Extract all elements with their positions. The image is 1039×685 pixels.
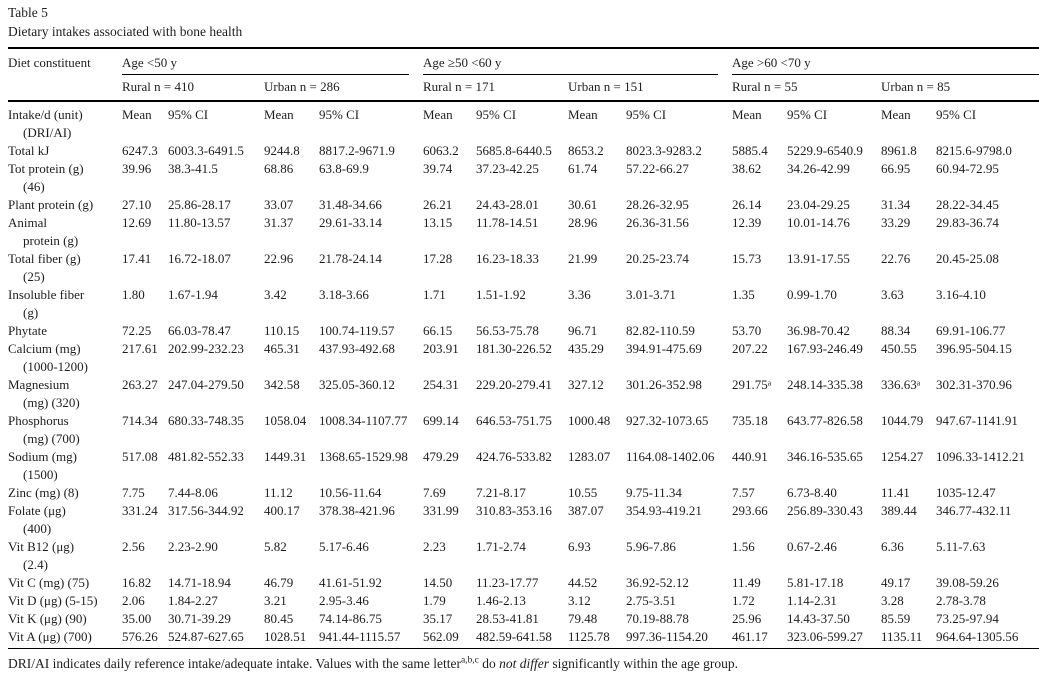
table-cell: 646.53-751.75 [476,413,552,428]
table-cell: 33.07 [264,197,294,212]
table-cell: 1058.04 [264,413,307,428]
row-label: Tot protein (g) (46) [8,161,84,194]
table-cell: 1096.33-1412.21 [936,449,1025,464]
table-cell: 1125.78 [568,628,626,649]
table-cell: 3.21 [264,593,287,608]
table-cell: 46.79 [264,575,294,590]
table-cell: 1028.51 [264,628,319,649]
table-cell: 336.63ᵃ [881,377,921,392]
table-cell: 964.64-1305.56 [936,628,1039,649]
age-group-under-50-label: Age <50 y [122,54,409,75]
table-cell: 1.67-1.94 [168,287,218,302]
table-cell: 310.83-353.16 [476,503,552,518]
table-cell: 33.29 [881,215,911,230]
table-cell: 82.82-110.59 [626,323,695,338]
table-cell: 0.67-2.46 [787,539,837,554]
table-cell: 16.23-18.33 [476,251,539,266]
table-cell: 0.99-1.70 [787,287,837,302]
table-cell: 11.80-13.57 [168,215,231,230]
table-cell: 181.30-226.52 [476,341,552,356]
age-group-under-50 [122,48,423,75]
table-row [8,322,1039,340]
table-cell: 325.05-360.12 [319,377,395,392]
table-cell: 73.25-97.94 [936,611,999,626]
intake-unit-header: Intake/d (unit) (DRI/AI) [8,107,83,140]
table-cell: 1135.11 [881,628,936,649]
table-cell: 3.18-3.66 [319,287,369,302]
table-cell: 396.95-504.15 [936,341,1012,356]
mean-header: Mean [568,107,598,122]
table-cell: 3.36 [568,287,591,302]
table-cell: 927.32-1073.65 [626,413,709,428]
table-cell: 699.14 [423,413,459,428]
table-cell: 5.81-17.18 [787,575,844,590]
table-cell: 1035-12.47 [936,485,996,500]
table-cell: 2.75-3.51 [626,593,676,608]
diet-constituent-header: Diet constituent [8,48,122,75]
table-cell: 29.83-36.74 [936,215,999,230]
table-cell: 20.25-23.74 [626,251,689,266]
table-cell: 8653.2 [568,143,604,158]
table-cell: 30.61 [568,197,598,212]
table-cell: 37.23-42.25 [476,161,539,176]
table-cell: 17.41 [122,251,152,266]
table-cell: 9.75-11.34 [626,485,682,500]
table-cell: 354.93-419.21 [626,503,702,518]
table-cell: 1.71-2.74 [476,539,526,554]
table-cell: 2.78-3.78 [936,593,986,608]
table-cell: 16.72-18.07 [168,251,231,266]
table-cell: 41.61-51.92 [319,575,382,590]
table-cell: 13.15 [423,215,453,230]
table-cell: 248.14-335.38 [787,377,863,392]
table-cell: 21.78-24.14 [319,251,382,266]
table-cell: 5.82 [264,539,287,554]
table-caption: Dietary intakes associated with bone health [8,24,243,39]
table-cell: 302.31-370.96 [936,377,1012,392]
table-cell: 346.77-432.11 [936,503,1012,518]
table-cell: 68.86 [264,161,294,176]
table-cell: 7.75 [122,485,145,500]
subgroup-rural-55: Rural n = 55 [732,75,881,101]
table-cell: 440.91 [732,449,768,464]
table-cell: 8817.2-9671.9 [319,143,395,158]
table-cell: 29.61-33.14 [319,215,382,230]
table-row [8,340,1039,376]
table-cell: 7.21-8.17 [476,485,526,500]
ci-header: 95% CI [626,107,667,122]
table-cell: 39.96 [122,161,152,176]
table-cell: 31.48-34.66 [319,197,382,212]
table-cell: 57.22-66.27 [626,161,689,176]
table-cell: 88.34 [881,323,911,338]
table-cell: 14.71-18.94 [168,575,231,590]
table-cell: 947.67-1141.91 [936,413,1018,428]
row-label: Insoluble fiber (g) [8,287,85,320]
table-cell: 31.34 [881,197,911,212]
table-row [8,574,1039,592]
table-row [8,196,1039,214]
table-cell: 63.8-69.9 [319,161,369,176]
table-number: Table 5 [8,5,48,20]
table-cell: 450.55 [881,341,917,356]
table-row [8,214,1039,250]
table-cell: 8215.6-9798.0 [936,143,1012,158]
table-cell: 28.53-41.81 [476,611,539,626]
table-cell: 2.23 [423,539,446,554]
table-cell: 331.99 [423,503,459,518]
table-cell: 562.09 [423,628,476,649]
table-cell: 997.36-1154.20 [626,628,732,649]
table-cell: 16.82 [122,575,152,590]
table-cell: 346.16-535.65 [787,449,863,464]
table-cell: 263.27 [122,377,158,392]
table-cell: 56.53-75.78 [476,323,539,338]
table-cell: 26.14 [732,197,762,212]
table-cell: 35.17 [423,611,453,626]
table-title-block [8,3,1039,41]
age-group-50-60 [423,48,732,75]
table-cell: 3.42 [264,287,287,302]
table-cell: 12.39 [732,215,762,230]
table-cell: 6247.3 [122,143,158,158]
table-cell: 12.69 [122,215,152,230]
ci-header: 95% CI [168,107,209,122]
table-cell: 1.72 [732,593,755,608]
table-cell: 735.18 [732,413,768,428]
table-row [8,628,1039,649]
ci-header: 95% CI [319,107,360,122]
table-cell: 70.19-88.78 [626,611,689,626]
table-cell: 14.50 [423,575,453,590]
dietary-intakes-table [8,47,1039,649]
subgroup-rural-410: Rural n = 410 [122,75,264,101]
table-cell: 5885.4 [732,143,768,158]
table-cell: 517.08 [122,449,158,464]
table-cell: 28.22-34.45 [936,197,999,212]
mean-header: Mean [264,107,294,122]
table-cell: 1283.07 [568,449,611,464]
table-row [8,142,1039,160]
table-cell: 1.71 [423,287,446,302]
table-cell: 5.17-6.46 [319,539,369,554]
table-cell: 207.22 [732,341,768,356]
table-cell: 34.26-42.99 [787,161,850,176]
mean-header: Mean [732,107,762,122]
table-cell: 23.04-29.25 [787,197,850,212]
table-cell: 576.26 [122,628,168,649]
table-cell: 293.66 [732,503,768,518]
footnote-italic: not differ [499,656,550,671]
row-label: Plant protein (g) [8,197,94,212]
row-label: Vit K (μg) (90) [8,611,87,626]
table-cell: 61.74 [568,161,598,176]
table-cell: 36.98-70.42 [787,323,850,338]
table-cell: 24.43-28.01 [476,197,539,212]
table-cell: 1.84-2.27 [168,593,218,608]
table-cell: 378.38-421.96 [319,503,395,518]
table-cell: 49.17 [881,575,911,590]
table-cell: 8961.8 [881,143,917,158]
table-cell: 400.17 [264,503,300,518]
table-cell: 941.44-1115.57 [319,628,423,649]
table-cell: 680.33-748.35 [168,413,244,428]
table-cell: 26.36-31.56 [626,215,689,230]
table-cell: 38.62 [732,161,762,176]
row-label: Total fiber (g) (25) [8,251,81,284]
table-cell: 10.01-14.76 [787,215,850,230]
table-cell: 13.91-17.55 [787,251,850,266]
table-cell: 66.95 [881,161,911,176]
table-cell: 30.71-39.29 [168,611,231,626]
table-body [8,142,1039,649]
table-cell: 25.96 [732,611,762,626]
table-cell: 28.26-32.95 [626,197,689,212]
age-group-50-60-label: Age ≥50 <60 y [423,54,718,75]
table-cell: 5685.8-6440.5 [476,143,552,158]
table-cell: 2.56 [122,539,145,554]
table-cell: 1.56 [732,539,755,554]
table-cell: 2.06 [122,593,145,608]
table-cell: 465.31 [264,341,300,356]
table-cell: 3.16-4.10 [936,287,986,302]
row-label: Phosphorus (mg) (700) [8,413,80,446]
table-cell: 39.08-59.26 [936,575,999,590]
table-cell: 35.00 [122,611,152,626]
row-label: Vit A (μg) (700) [8,628,122,649]
table-cell: 8023.3-9283.2 [626,143,702,158]
table-cell: 25.86-28.17 [168,197,231,212]
table-cell: 31.37 [264,215,294,230]
table-cell: 424.76-533.82 [476,449,552,464]
table-cell: 66.03-78.47 [168,323,231,338]
table-cell: 342.58 [264,377,300,392]
table-cell: 7.44-8.06 [168,485,218,500]
table-row [8,484,1039,502]
table-cell: 1254.27 [881,449,924,464]
row-label: Zinc (mg) (8) [8,485,79,500]
table-cell: 1.79 [423,593,446,608]
table-cell: 327.12 [568,377,604,392]
table-cell: 1000.48 [568,413,611,428]
table-cell: 21.99 [568,251,598,266]
table-cell: 2.23-2.90 [168,539,218,554]
ci-header: 95% CI [787,107,828,122]
table-cell: 44.52 [568,575,598,590]
table-cell: 167.93-246.49 [787,341,863,356]
table-cell: 1044.79 [881,413,924,428]
table-cell: 6.73-8.40 [787,485,837,500]
table-cell: 6.36 [881,539,904,554]
table-cell: 1.35 [732,287,755,302]
table-row [8,448,1039,484]
table-cell: 479.29 [423,449,459,464]
table-row [8,502,1039,538]
ci-header: 95% CI [476,107,517,122]
table-cell: 14.43-37.50 [787,611,850,626]
table-cell: 229.20-279.41 [476,377,552,392]
table-cell: 482.59-641.58 [476,628,568,649]
row-label: Vit C (mg) (75) [8,575,90,590]
table-cell: 15.73 [732,251,762,266]
table-row [8,160,1039,196]
table-cell: 53.70 [732,323,762,338]
table-cell: 22.76 [881,251,911,266]
table-cell: 247.04-279.50 [168,377,244,392]
table-row [8,286,1039,322]
age-group-60-70 [732,48,1039,75]
row-label: Calcium (mg) (1000-1200) [8,341,88,374]
mean-header: Mean [881,107,911,122]
table-cell: 22.96 [264,251,294,266]
table-cell: 254.31 [423,377,459,392]
table-cell: 28.96 [568,215,598,230]
table-cell: 1.46-2.13 [476,593,526,608]
table-cell: 5.11-7.63 [936,539,986,554]
table-cell: 38.3-41.5 [168,161,218,176]
subgroup-rural-171: Rural n = 171 [423,75,568,101]
subgroup-urban-286: Urban n = 286 [264,75,423,101]
table-row [8,610,1039,628]
table-cell: 435.29 [568,341,604,356]
table-cell: 461.17 [732,628,787,649]
row-label: Phytate [8,323,47,338]
table-cell: 1008.34-1107.77 [319,413,408,428]
table-cell: 11.41 [881,485,910,500]
age-group-60-70-label: Age >60 <70 y [732,54,1039,75]
mean-header: Mean [122,107,152,122]
table-cell: 17.28 [423,251,453,266]
table-cell: 202.99-232.23 [168,341,244,356]
table-cell: 39.74 [423,161,453,176]
header-age-group-row [8,48,1039,75]
row-label: Magnesium (mg) (320) [8,377,80,410]
table-cell: 6003.3-6491.5 [168,143,244,158]
table-cell: 203.91 [423,341,459,356]
table-row [8,250,1039,286]
header-spacer [8,75,122,101]
table-cell: 11.78-14.51 [476,215,539,230]
table-cell: 714.34 [122,413,158,428]
subgroup-urban-151: Urban n = 151 [568,75,732,101]
table-cell: 291.75ᵃ [732,377,772,392]
table-cell: 60.94-72.95 [936,161,999,176]
table-cell: 3.12 [568,593,591,608]
table-cell: 11.49 [732,575,761,590]
header-subgroup-row [8,75,1039,101]
table-cell: 69.91-106.77 [936,323,1006,338]
table-cell: 3.28 [881,593,904,608]
table-row [8,376,1039,412]
table-cell: 256.89-330.43 [787,503,863,518]
table-row [8,538,1039,574]
table-cell: 5229.9-6540.9 [787,143,863,158]
table-cell: 110.15 [264,323,300,338]
table-cell: 1449.31 [264,449,307,464]
table-cell: 7.57 [732,485,755,500]
table-cell: 1.51-1.92 [476,287,526,302]
table-cell: 323.06-599.27 [787,628,881,649]
row-label: Vit D (μg) (5-15) [8,593,98,608]
table-cell: 437.93-492.68 [319,341,395,356]
table-cell: 11.12 [264,485,293,500]
table-cell: 85.59 [881,611,911,626]
row-label: Folate (μg) (400) [8,503,66,536]
table-cell: 66.15 [423,323,453,338]
table-cell: 7.69 [423,485,446,500]
table-cell: 643.77-826.58 [787,413,863,428]
table-cell: 331.24 [122,503,158,518]
table-cell: 27.10 [122,197,152,212]
table-row [8,592,1039,610]
table-cell: 80.45 [264,611,294,626]
table-cell: 481.82-552.33 [168,449,244,464]
table-cell: 1164.08-1402.06 [626,449,715,464]
table-cell: 96.71 [568,323,598,338]
table-cell: 36.92-52.12 [626,575,689,590]
row-label: Animal protein (g) [8,215,79,248]
row-label: Sodium (mg) (1500) [8,449,77,482]
table-cell: 301.26-352.98 [626,377,702,392]
table-cell: 5.96-7.86 [626,539,676,554]
subgroup-urban-85: Urban n = 85 [881,75,1039,101]
table-cell: 6063.2 [423,143,459,158]
table-cell: 1368.65-1529.98 [319,449,408,464]
ci-header: 95% CI [936,107,977,122]
row-label: Vit B12 (μg) (2.4) [8,539,75,572]
header-measure-row [8,101,1039,142]
table-cell: 20.45-25.08 [936,251,999,266]
table-cell: 317.56-344.92 [168,503,244,518]
table-cell: 10.56-11.64 [319,485,382,500]
table-cell: 100.74-119.57 [319,323,395,338]
table-cell: 74.14-86.75 [319,611,382,626]
table-cell: 26.21 [423,197,453,212]
table-cell: 10.55 [568,485,598,500]
table-cell: 387.07 [568,503,604,518]
table-cell: 3.63 [881,287,904,302]
table-cell: 79.48 [568,611,598,626]
table-cell: 3.01-3.71 [626,287,676,302]
table-cell: 11.23-17.77 [476,575,539,590]
table-cell: 1.80 [122,287,145,302]
table-cell: 1.14-2.31 [787,593,837,608]
table-footnote: DRI/AI indicates daily reference intake/adequate intake. Values with the same letter$^{a,b,c}$ do not differ significantly within the age group. [8,655,738,671]
mean-header: Mean [423,107,453,122]
table-cell: 217.61 [122,341,158,356]
footnote-text: DRI/AI indicates daily reference intake/adequate intake. Values with the same letter [8,656,461,671]
table-cell: 394.91-475.69 [626,341,702,356]
table-row [8,412,1039,448]
table-cell: 6.93 [568,539,591,554]
table-cell: 9244.8 [264,143,300,158]
table-cell: 2.95-3.46 [319,593,369,608]
table-cell: 524.87-627.65 [168,628,264,649]
table-cell: 389.44 [881,503,917,518]
footnote-superscript: a,b,c [460,655,479,666]
row-label: Total kJ [8,143,50,158]
table-cell: 72.25 [122,323,152,338]
